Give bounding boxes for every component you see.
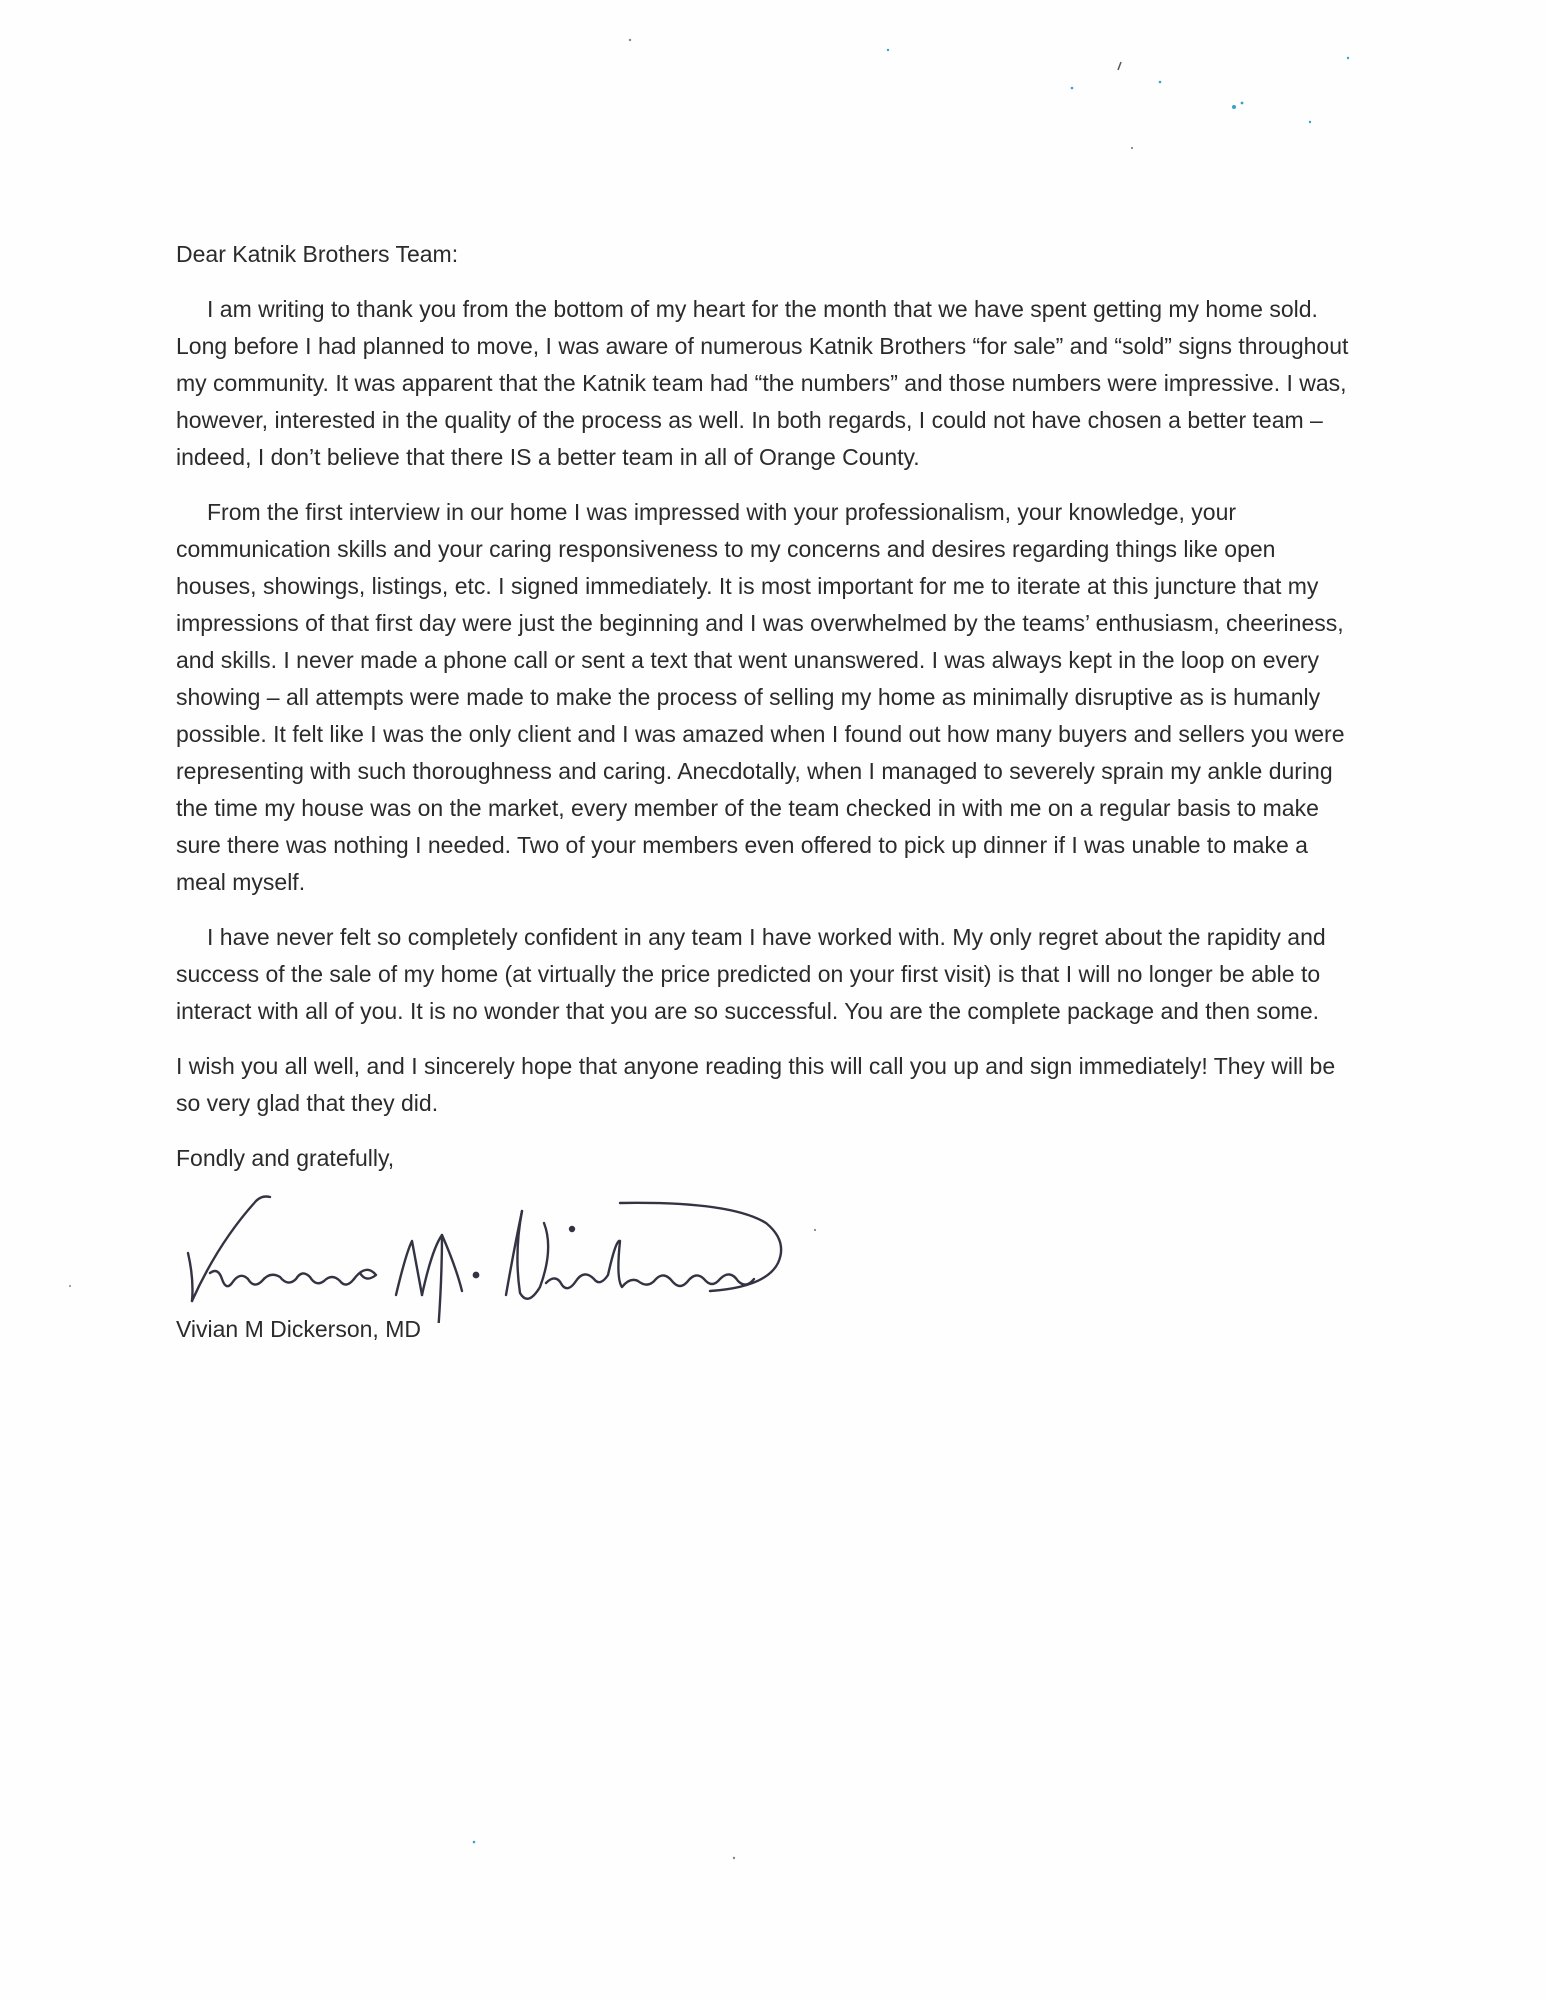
speck <box>1118 62 1121 70</box>
paragraph-1: I am writing to thank you from the bottom of my heart for the month that we have spent getting my home sold. Long before I had planned to move, I was aware of numerous Katnik Brothers “for sale” and “sold” signs throughout my community. It was apparent that the Katnik team had “the numbers” and those numbers were impressive. I was, however, interested in the quality of the process as well. In both regards, I could not have chosen a better team – indeed, I don’t believe that there IS a better team in all of Orange County. <box>176 296 1349 470</box>
closing: Fondly and gratefully, <box>176 1145 395 1171</box>
paragraph-2: From the first interview in our home I was impressed with your professionalism, your knowledge, your communication skills and your caring responsiveness to my concerns and desires regarding things like open houses, showings, listings, etc. I signed immediately. It is most important for me to iterate at this juncture that my impressions of that first day were just the beginning and I was overwhelmed by the teams’ enthusiasm, cheeriness, and skills. I never made a phone call or sent a text that went unanswered. I was always kept in the loop on every showing – all attempts were made to make the process of selling my home as minimally disruptive as is humanly possible. It felt like I was the only client and I was amazed when I found out how many buyers and sellers you were representing with such thoroughness and caring. Anecdotally, when I managed to severely sprain my ankle during the time my house was on the market, every member of the team checked in with me on a regular basis to make sure there was nothing I needed. Two of your members even offered to pick up dinner if I was unable to make a meal myself. <box>176 499 1345 895</box>
speck <box>1232 105 1236 109</box>
speck <box>1159 81 1162 84</box>
speck <box>69 1285 71 1287</box>
speck <box>733 1857 735 1859</box>
speck <box>1309 121 1311 123</box>
letter-body <box>176 236 1356 1348</box>
handwritten-signature <box>170 1183 850 1323</box>
paragraph-3: I have never felt so completely confident in any team I have worked with. My only regret about the rapidity and success of the sale of my home (at virtually the price predicted on your first visit) is that I will no longer be able to interact with all of you. It is no wonder that you are so successful. You are the complete package and then some. <box>176 924 1326 1024</box>
salutation: Dear Katnik Brothers Team: <box>176 241 459 267</box>
speck <box>1131 147 1133 149</box>
speck <box>629 39 631 41</box>
paragraph-4: I wish you all well, and I sincerely hope that anyone reading this will call you up and sign immediately! They will be so very glad that they did. <box>176 1053 1336 1116</box>
signer-name: Vivian M Dickerson, MD <box>176 1316 421 1342</box>
speck <box>1071 87 1074 90</box>
speck <box>887 49 889 51</box>
speck <box>1241 102 1244 105</box>
speck <box>473 1841 476 1844</box>
speck <box>1347 57 1349 59</box>
